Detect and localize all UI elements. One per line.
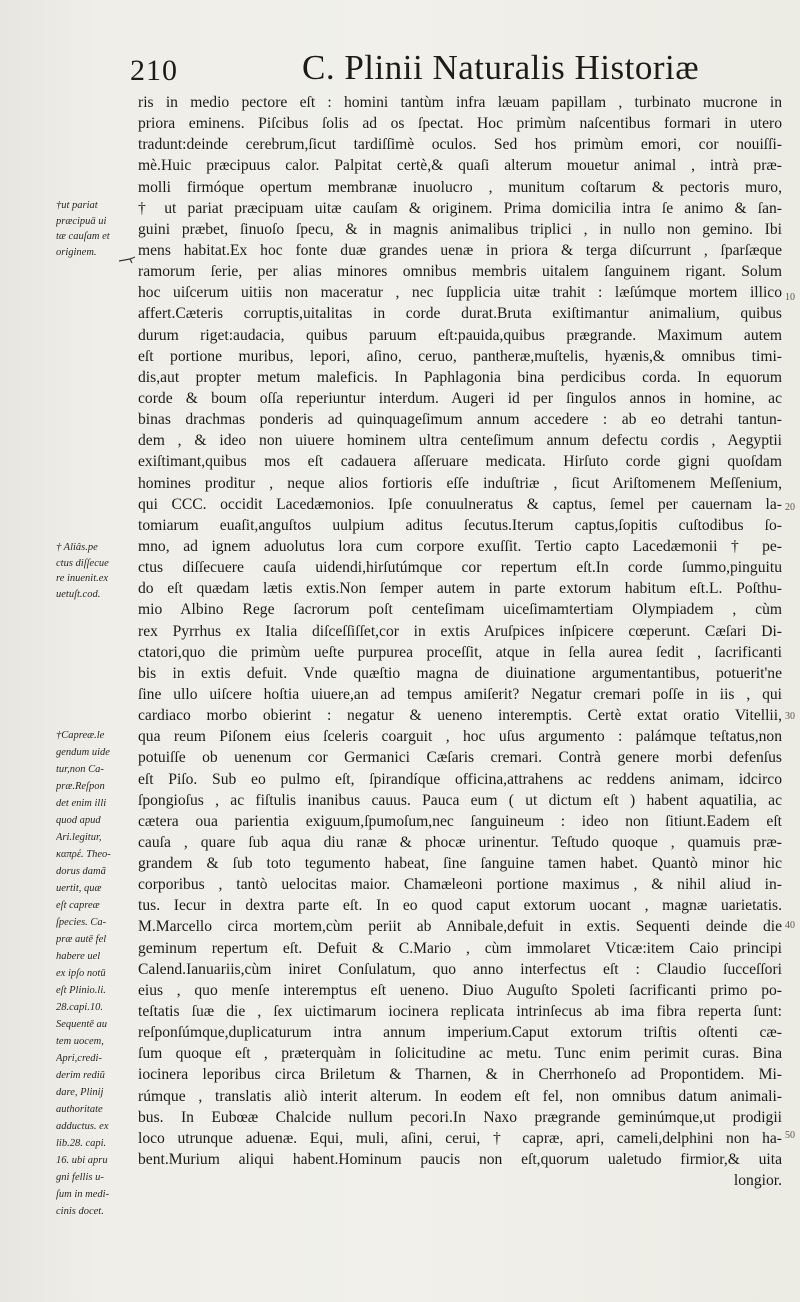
text-line: tus. Iecur in dextra parte eſt. In eo quod caput extorum uocant , magnæ uarietatis. (138, 897, 782, 915)
text-line: dis,aut propter metum maleficis. In Paphlagonia bina perdicibus corda. In equorum (138, 368, 782, 386)
margin-note-line: uertit, quæ (56, 883, 102, 894)
line-number-50: 50 (785, 1130, 795, 1141)
text-line: binas drachmas ponderis ad quinquageſimum annum accedere : ab eo detrahi tantun- (138, 411, 782, 429)
margin-note-2 (56, 540, 136, 603)
margin-note-line: lib.28. capi. (56, 1138, 107, 1149)
text-line: corporibus , tantò uelocitas maior. Chamæleoni portione maximus , & nihil aliud in- (138, 876, 782, 894)
text-line: exiſtimant,quibus mos eſt cadauera aſſeruare medicata. Hirſuto corde gigni quoſdam (138, 453, 782, 471)
margin-note-line: †Capreæ.le (56, 730, 105, 741)
margin-note-line: ſpecies. Ca- (56, 917, 107, 928)
margin-note-line: præ.Reſpon (56, 781, 105, 792)
margin-note-line: 16. ubi apru (56, 1155, 108, 1166)
margin-note-line: habere uel (56, 951, 101, 962)
text-line: eius , quo menſe interemptus eſt ueneno. Diuo Auguſto Spoleti ſacrificanti primo po- (138, 981, 782, 999)
margin-note-line: dorus damã (56, 866, 106, 877)
margin-note-line: authoritate (56, 1104, 103, 1115)
margin-note-line: derim rediŭ (56, 1070, 105, 1081)
text-line: hoc uiſcerum uitiis non maceratur , nec ſupplicia uitæ trahit : læſúmque mortem illico (138, 284, 782, 302)
text-line: ramorum ſerie, per alias minores omnibus membris uitalem ſanguinem rigant. Solum (138, 263, 782, 281)
text-line: ris in medio pectore eſt : homini tantùm infra læuam papillam , turbinato mucrone in (138, 94, 782, 111)
margin-note-line: ex ipſo notū (56, 968, 106, 979)
margin-note-line: originem. (56, 247, 97, 259)
text-line: tomiarum euaſit,anguſtos uulpium aditus ſecutus.Iterum captus,ſopitis cuſtodibus ſo- (138, 516, 782, 534)
margin-note-line: ctus diſſecue (56, 557, 109, 569)
margin-note-line: præ autē fel (56, 934, 107, 945)
text-line: bis in extis defuit. Vnde quæſtio magna de diuinatione argumentantibus, potuerit'ne (138, 664, 782, 682)
margin-note-line: dare, Plinij (56, 1087, 104, 1098)
margin-note-line: præcipuā ui (56, 215, 107, 227)
margin-note-line: tem uocem, (56, 1036, 104, 1047)
text-line: do eſt quædam lætis extis.Non ſemper autem in parte extorum habitum eſt.L. Poſthu- (138, 580, 782, 598)
page-number: 210 (130, 54, 178, 87)
text-line: priora eminens. Piſcibus ſolis ad os ſpectat. Hoc primùm naſcentibus formari in utero (138, 115, 782, 133)
text-line: rex Pyrrhus ex Italia diſceſſiſſet,cor in extis Aruſpices inſpicere cœperunt. Cæſari Di- (138, 622, 782, 640)
text-line: dem , & ideo non uiuere hominem ultra centeſimum annum defectu cordis , Aegyptii (138, 432, 782, 450)
page-header (130, 48, 770, 92)
text-line: guini præbet, ſinuoſo ſpecu, & in magnis animalibus triplici , in nullo non gemino. Ibi (138, 220, 782, 238)
main-text-block (138, 92, 782, 1191)
text-line: ctatori,quo die primùm ueſte purpurea proceſſit, atque in ſella aurea ſedit , ſacrificanti (138, 643, 782, 661)
margin-note-line: ſum in medi- (56, 1189, 110, 1200)
text-line: mio Albino Rege ſacrorum poſt centeſimam uiceſimamtertiam Olympiadem , cùm (138, 601, 782, 619)
margin-note-line: Sequentē au (56, 1019, 108, 1030)
margin-note-line: Apri,credi- (56, 1053, 102, 1064)
margin-note-line: Ari.legitur, (56, 832, 102, 843)
text-line: grandem & ſub toto tegumento habeat, ſine ſanguine tamen habet. Quantò minor hic (138, 855, 782, 873)
text-line: homines proditur , neque alios fortioris eſſe induſtriæ , ſicut Ariſtomenem Meſſenium, (138, 474, 782, 492)
text-line: ctus diſſecuere cauſa uidendi,hirſutúmque cor repertum eſt.In corde ſummo,pinguitu (138, 559, 782, 577)
margin-note-line: tur,non Ca- (56, 764, 104, 775)
margin-note-line: uetuſt.cod. (56, 589, 101, 601)
text-line: mens habitat.Ex hoc fonte duæ grandes uenæ in priora & terga diſcurrunt , ſparſæque (138, 241, 782, 259)
text-line: rúmque , translatis aliò interit alterum. In eodem eſt fel, non omnibus datum animali- (138, 1087, 782, 1105)
margin-note-line: gni fellis u- (56, 1172, 104, 1183)
margin-note-line: †ut pariat (56, 200, 98, 211)
margin-note-line: gendum uide (56, 747, 110, 758)
text-line: reſponſúmque,duplicaturum intra annum imperium.Caput extorum triſtis oſtenti cæ- (138, 1024, 782, 1042)
text-line: cardiaco morbo obierint : negatur & ueneno interemptis. Certè extat oratio Vitellii, (138, 707, 782, 725)
margin-note-line: quod apud (56, 815, 101, 826)
text-line: ſum quoque eſt , præterquàm in ſolicitudine ac metu. Tunc enim perimit curas. Bina (138, 1045, 782, 1063)
line-number-30: 30 (785, 711, 795, 722)
text-line: ſpongioſus , ac fiſtulis inanibus cauus. Pauca eum ( ut dictum eſt ) habent aquatilia, ac (138, 791, 782, 809)
text-line: qua reum Piſonem eius ſceleris coarguit , hoc uſus argumento : palámque teſtatus,non (138, 728, 782, 746)
text-line: M.Marcello circa mortem,cùm periit ab Annibale,defuit in extis. Sequenti deinde die (138, 918, 782, 936)
margin-note-line: † Aliâs.pe (56, 542, 98, 553)
margin-note-line: 28.capi.10. (56, 1002, 103, 1013)
margin-note-line: adductus. ex (56, 1121, 109, 1132)
text-line: affert.Cæteris corruptis,uitalitas in corde durat.Bruta exiſtimantur animalium, quibus (138, 305, 782, 323)
text-line: bus. In Eubœæ Chalcide nullum pecori.In Naxo prægrande geminúmque,ut prodigii (138, 1108, 782, 1126)
running-title: C. Plinii Naturalis Historiæ (302, 48, 700, 87)
margin-note-line: eſt capreæ (56, 900, 100, 911)
line-number-40: 40 (785, 920, 795, 931)
text-line: durum riget:audacia, quibus paruum eſt:pauida,quibus prægrande. Maximum autem (138, 326, 782, 344)
text-line: iocinera leporibus circa Briletum & Tharnen, & in Cherrhoneſo ad Propontidem. Mi- (138, 1066, 782, 1084)
margin-note-3 (56, 727, 136, 1220)
text-line: potuiſſe ob uenenum cor Germanici Cæſaris cremari. Contrà genere morbi defenſus (138, 749, 782, 767)
text-line: eſt Piſo. Sub eo pulmo eſt, ſpirandíque officina,attrahens ac reddens animam, idcirco (138, 770, 782, 788)
text-line: Calend.Ianuariis,cùm iniret Conſulatum, quo anno interfectus eſt : Claudio ſucceſſori (138, 960, 782, 978)
margin-note-line: tæ cauſam et (56, 231, 110, 243)
text-line: geminum repertum eſt. Defuit & C.Mario , cùm immolaret Vticæ:item Caio principi (138, 939, 782, 957)
margin-note-line: cinis docet. (56, 1206, 104, 1217)
text-line: † ut pariat præcipuam uitæ cauſam & originem. Prima domicilia intra ſe animo & ſan- (138, 199, 782, 217)
text-line: qui CCC. occidit Lacedæmonios. Ipſe conuulneratus & captus, ſemel per cauernam la- (138, 495, 782, 513)
text-line: teſtatis ſuæ die , ſex uictimarum iocinera replicata intrinſecus ab ima fibra reperta ſunt: (138, 1003, 782, 1021)
ink-smudge (100, 1240, 160, 1254)
text-line: loco utrunque aduenæ. Equi, muli, aſini, cerui, † capræ, apri, cameli,delphini non ha- (138, 1129, 782, 1147)
text-line: molli firmóque opertum membranæ inuolucro , munitum coſtarum & pectoris muro, (138, 178, 782, 196)
text-line: longior. (733, 1172, 782, 1190)
text-line: tradunt:deinde cerebrum,ſicut tardiſſimè oculos. Sed hos primùm emori, cor nouiſſi- (138, 136, 782, 154)
margin-note-1 (56, 198, 136, 261)
text-line: mè.Huic præcipuus calor. Palpitat certè,& quaſi alterum mouetur animal , intrà præ- (138, 157, 782, 175)
margin-note-line: re inuenit.ex (56, 573, 109, 585)
margin-note-line: eſt Plinio.li. (56, 985, 106, 996)
margin-note-line: καπρέ. Theo- (56, 849, 111, 860)
text-line: eſt portione muribus, lepori, aſino, ceruo, pantheræ,muſtelis, hyænis,& omnibus timi- (138, 347, 782, 365)
text-line: ſine ullo uiſcere hoſtia uiuere,an ad tempus amiſerit? Negatur cremari poſſe in iis , qui (138, 685, 782, 703)
pointing-hand-icon (118, 255, 136, 267)
line-number-10: 10 (785, 292, 795, 303)
text-line: corde & boum oſſa reperiuntur interdum. Augeri id per ſingulos annos in homine, ac (138, 389, 782, 407)
text-line: cauſa , quare ſub aqua diu ranæ & phocæ urinentur. Teſtudo quoque , quamuis præ- (138, 833, 782, 851)
text-line: cætera oua parientia exiguum,ſpumoſum,nec ſanguineum : ideo non ſitiunt.Eadem eſt (138, 812, 782, 830)
margin-note-line: det enim illi (56, 798, 107, 809)
text-line: bent.Murium aliqui habent.Hominum paucis non eſt,quorum ualetudo firmior,& uita (138, 1151, 782, 1169)
line-number-20: 20 (785, 502, 795, 513)
text-line: mno, ad ignem aduolutus lora cum corpore exuſſit. Tertio capto Lacedæmonii † pe- (138, 537, 782, 555)
